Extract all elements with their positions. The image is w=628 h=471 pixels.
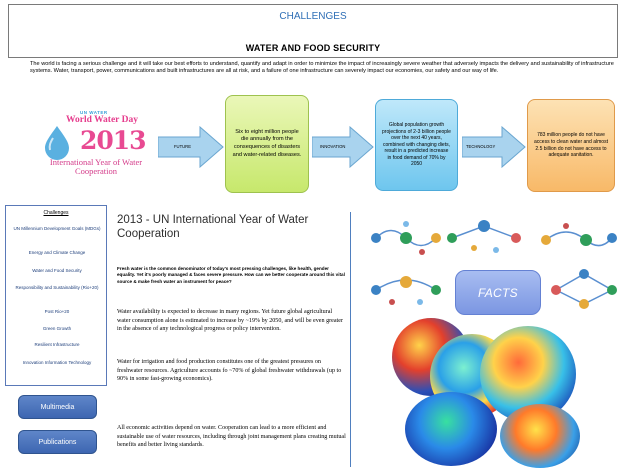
page-subtitle: WATER AND FOOD SECURITY (245, 43, 381, 53)
globe-image (500, 404, 580, 468)
arrow-right-icon (158, 126, 224, 168)
cooperation-diagram-icon (366, 270, 446, 310)
multimedia-button[interactable]: Multimedia (18, 395, 97, 419)
world-water-day-logo (36, 110, 150, 182)
page-title: CHALLENGES (279, 11, 347, 22)
sidebar-title[interactable]: Challenges (43, 210, 69, 216)
facts-button[interactable]: FACTS (455, 270, 541, 315)
logo-year: 2013 (80, 126, 146, 155)
article-title: 2013 - UN International Year of Water Cooperation (117, 214, 309, 240)
sidebar-item-water-food[interactable]: Water and Food Security (32, 268, 82, 273)
cooperation-diagram-icon (444, 216, 524, 258)
article-paragraph: Water availability is expected to decrease in many regions. Yet future global agricultural water consumption alone is estimated to increase by ~19% by 2050, and will be even greater in the absence of any technological progress or policy intervention. (117, 309, 343, 333)
arrow-label-future: FUTURE (174, 144, 191, 149)
logo-theme: International Year of Water Cooperation (49, 157, 143, 176)
globe-image (405, 392, 497, 466)
intro-text: The world is facing a serious challenge and it will take our best efforts to understand, quantify and adapt in order to minimize the impact of increasingly severe weather that adversely impacts the delivery and sustainability of infrastructure systems. Water, transport, power, communications and built infrastructures are all at risk, and a failure of one infrastructure can severely impact our economies, our safety and our way of life. (30, 61, 614, 74)
sidebar-item-post-rio20[interactable]: Post Rio+20 (44, 309, 70, 314)
sidebar-item-mdgs[interactable]: UN Millennium Development Goals (MDGs) (13, 226, 101, 231)
sidebar-item-energy-climate[interactable]: Energy and Climate Change (28, 250, 86, 255)
article-lead: Fresh water is the common denominator of today's most pressing challenges, like health, gender equality. Yet it's poorly managed & faces severe pressure. How can we better cooperate around this vital source & make fresh water an instrument for peace? (117, 266, 345, 284)
cooperation-diagram-icon (366, 218, 446, 258)
flow-step-sanitation: 783 million people do not have access to clean water and almost 2.5 billion do not have access to adequate sanitation. (527, 99, 615, 192)
challenges-sidebar (5, 205, 107, 386)
un-water-label: UN WATER (80, 110, 108, 115)
world-water-day-label: World Water Day (66, 115, 138, 125)
arrow-label-technology: TECHNOLOGY (466, 144, 496, 149)
header-box (8, 4, 618, 58)
arrow-label-innovation: INNOVATION (320, 144, 346, 149)
sidebar-item-innovation-it[interactable]: Innovation Information Technology (22, 360, 92, 365)
flow-step-disasters: Six to eight million people die annually from the consequences of disasters and water-related diseases. (225, 95, 309, 193)
publications-button[interactable]: Publications (18, 430, 97, 454)
water-drop-icon (40, 124, 74, 160)
column-divider (350, 212, 351, 467)
article-paragraph: All economic activities depend on water. Cooperation can lead to a more efficient and sustainable use of water resources, including through joint management plans creating mutual benefits and better living standards. (117, 425, 346, 449)
cooperation-diagram-icon (548, 266, 620, 310)
cooperation-diagram-icon (536, 218, 620, 260)
sidebar-item-green-growth[interactable]: Green Growth (42, 326, 72, 331)
sidebar-item-rio20[interactable]: Responsibility and Sustainability (Rio+20) (15, 285, 99, 290)
article-paragraph: Water for irrigation and food production constitutes one of the greatest pressures on freshwater resources. Agriculture accounts fo ~70% of global freshwater withdrawals (up to 90% in some fast-growing economics). (117, 359, 342, 383)
flow-step-population: Global population growth projections of 2-3 billion people over the next 40 years, combined with changing diets, result in a predicted increase in food demand of 70% by 2050 (375, 99, 458, 191)
sidebar-item-resilient-infrastructure[interactable]: Resilient Infrastructure (34, 342, 80, 347)
